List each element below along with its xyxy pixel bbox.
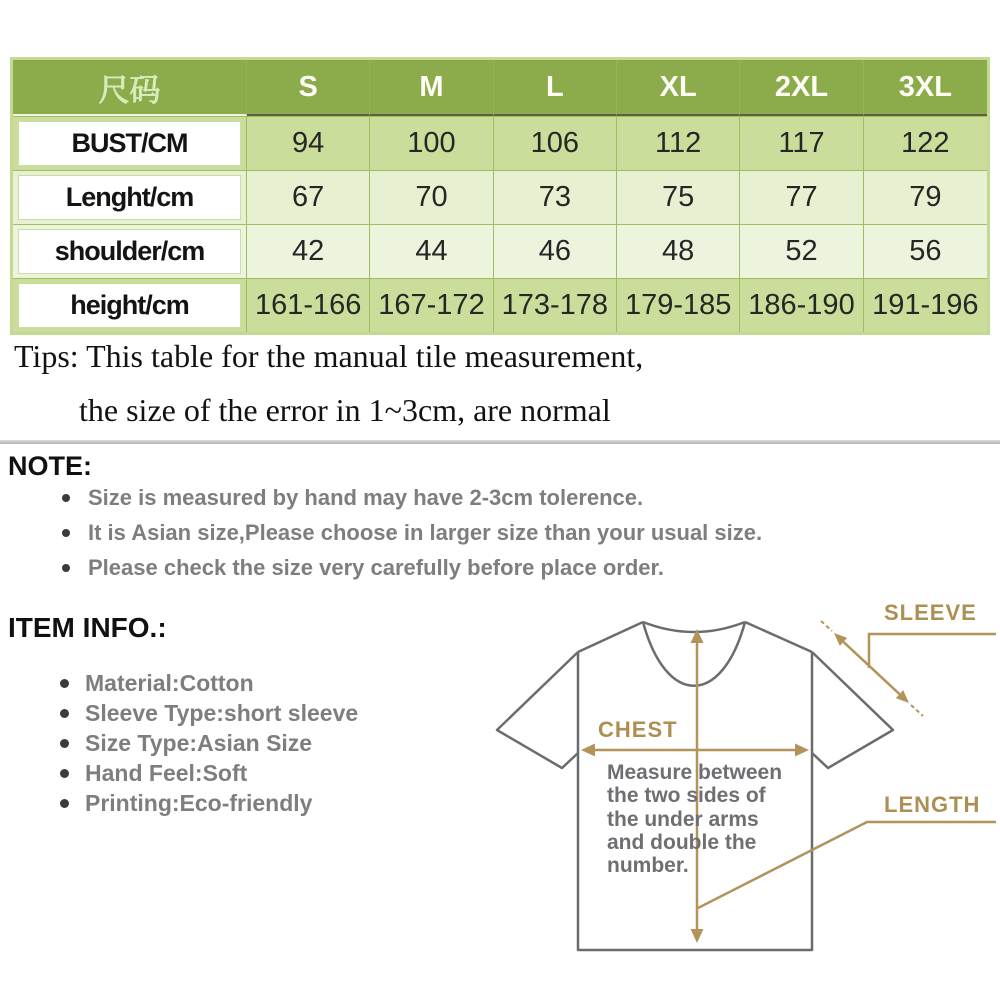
- table-cell: 42: [247, 224, 370, 278]
- table-cell: 100: [370, 116, 493, 170]
- table-cell: 75: [617, 170, 740, 224]
- item-info-text: Size Type:Asian Size: [85, 729, 313, 756]
- row-label-cell: [13, 278, 247, 332]
- item-info-item: [60, 728, 358, 758]
- row-label-shoulder: shoulder/cm: [18, 229, 241, 274]
- table-cell: 52: [740, 224, 863, 278]
- note-list: [62, 480, 762, 585]
- back-collar: [643, 622, 745, 632]
- right-sleeve: [812, 652, 893, 768]
- bullet-icon: [62, 564, 70, 572]
- table-cell: 186-190: [740, 278, 863, 332]
- note-item: [62, 550, 762, 585]
- note-item-text: It is Asian size,Please choose in larger size than your usual size.: [88, 519, 763, 545]
- table-cell: 94: [247, 116, 370, 170]
- sleeve-label: SLEEVE: [884, 600, 977, 625]
- table-cell: 70: [370, 170, 493, 224]
- table-cell: 161-166: [247, 278, 370, 332]
- table-cell: 48: [617, 224, 740, 278]
- table-cell: 191-196: [864, 278, 987, 332]
- item-info-text: Material:Cotton: [85, 669, 254, 696]
- row-label-length: Lenght/cm: [18, 175, 241, 220]
- size-col-header-2xl: 2XL: [740, 60, 863, 116]
- sleeve-callout-line: [869, 634, 996, 668]
- bullet-icon: [60, 799, 69, 808]
- table-cell: 44: [370, 224, 493, 278]
- tips-line-1: Tips: This table for the manual tile measurement,: [14, 338, 644, 374]
- table-cell: 179-185: [617, 278, 740, 332]
- item-info-list: [60, 668, 358, 818]
- item-info-text: Printing:Eco-friendly: [85, 789, 313, 816]
- table-cell: 173-178: [494, 278, 617, 332]
- row-label-bust: BUST/CM: [18, 121, 241, 166]
- section-divider: [0, 440, 1000, 444]
- chest-label: CHEST: [598, 717, 678, 742]
- row-label-height: height/cm: [18, 283, 241, 328]
- bullet-icon: [60, 739, 69, 748]
- note-item: [62, 515, 762, 550]
- chest-arrow: [581, 744, 809, 757]
- length-label: LENGTH: [884, 792, 981, 817]
- bullet-icon: [60, 679, 69, 688]
- measure-note: [607, 761, 782, 877]
- item-info-heading: ITEM INFO.:: [8, 612, 167, 643]
- measure-note-line: the two sides of: [607, 784, 766, 807]
- table-corner-header: 尺码: [13, 60, 247, 116]
- item-info-item: [60, 698, 358, 728]
- table-cell: 67: [247, 170, 370, 224]
- table-cell: 46: [494, 224, 617, 278]
- size-col-header-l: L: [494, 60, 617, 116]
- size-col-header-3xl: 3XL: [864, 60, 987, 116]
- bullet-icon: [62, 494, 70, 502]
- measure-note-line: and double the: [607, 831, 757, 854]
- row-label-cell: [13, 224, 247, 278]
- table-cell: 167-172: [370, 278, 493, 332]
- measure-note-line: number.: [607, 854, 689, 877]
- size-col-header-s: S: [247, 60, 370, 116]
- item-info-item: [60, 758, 358, 788]
- measure-note-line: Measure between: [607, 761, 783, 784]
- table-cell: 56: [864, 224, 987, 278]
- tips-line-2: the size of the error in 1~3cm, are normal: [79, 392, 611, 428]
- row-label-cell: [13, 170, 247, 224]
- row-label-cell: [13, 116, 247, 170]
- left-sleeve: [497, 652, 578, 768]
- table-cell: 112: [617, 116, 740, 170]
- note-item: [62, 480, 762, 515]
- size-col-header-m: M: [370, 60, 493, 116]
- bullet-icon: [62, 529, 70, 537]
- item-info-item: [60, 788, 358, 818]
- table-cell: 117: [740, 116, 863, 170]
- note-item-text: Please check the size very carefully before place order.: [88, 554, 664, 580]
- size-table: [10, 57, 990, 335]
- measure-note-line: the under arms: [607, 808, 759, 831]
- table-cell: 77: [740, 170, 863, 224]
- size-col-header-xl: XL: [617, 60, 740, 116]
- table-cell: 79: [864, 170, 987, 224]
- note-item-text: Size is measured by hand may have 2-3cm tolerence.: [88, 484, 644, 510]
- table-cell: 73: [494, 170, 617, 224]
- item-info-text: Sleeve Type:short sleeve: [85, 699, 359, 726]
- item-info-text: Hand Feel:Soft: [85, 759, 248, 786]
- note-heading: NOTE:: [8, 451, 92, 481]
- item-info-item: [60, 668, 358, 698]
- table-cell: 122: [864, 116, 987, 170]
- bullet-icon: [60, 769, 69, 778]
- bullet-icon: [60, 709, 69, 718]
- table-cell: 106: [494, 116, 617, 170]
- tshirt-measure-diagram: [480, 585, 1000, 990]
